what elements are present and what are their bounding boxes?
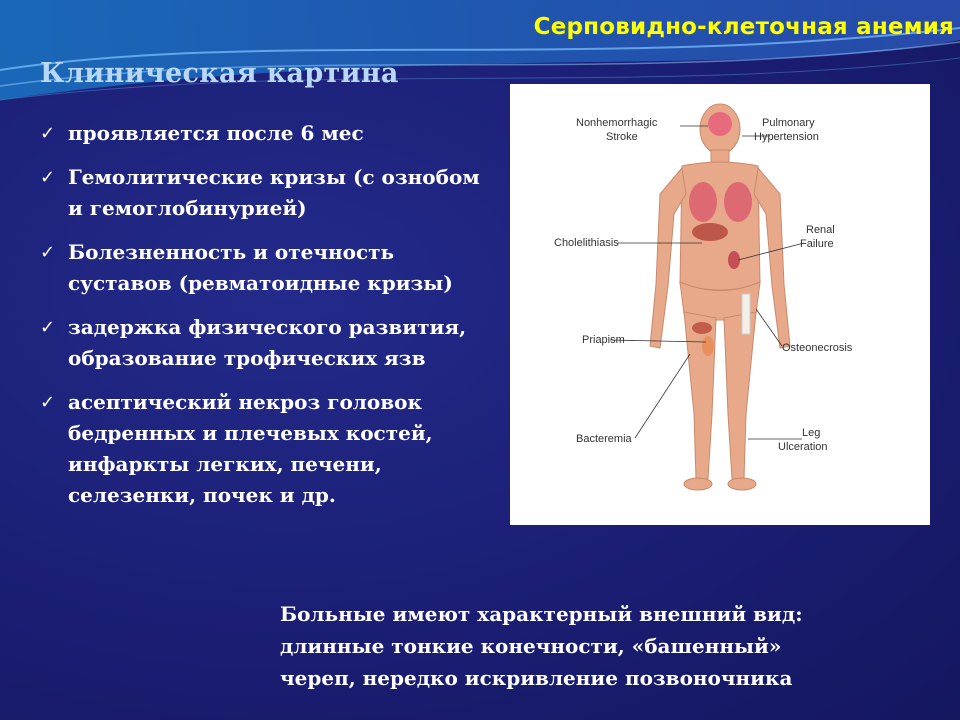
label-pulmonary-line2: Hypertension (754, 131, 819, 143)
body-diagram-image (510, 84, 930, 525)
checkmark-icon: ✓ (40, 167, 56, 188)
footer-note (280, 598, 900, 694)
liver-organ (692, 223, 728, 241)
label-priapism: Priapism (582, 334, 625, 346)
priapism-area (702, 336, 714, 356)
bullet-item (40, 118, 500, 149)
label-bacteremia: Bacteremia (576, 433, 632, 445)
slide-title: Клиническая картина (40, 58, 399, 89)
bullet-item (40, 387, 500, 511)
slide-topic: Серповидно-клеточная анемия (533, 14, 954, 40)
pelvis-organ (692, 322, 712, 334)
footer-line: череп, нередко искривление позвоночника (280, 666, 793, 690)
label-stroke-line2: Stroke (606, 131, 638, 143)
checkmark-icon: ✓ (40, 392, 56, 413)
label-osteonecrosis: Osteonecrosis (782, 342, 853, 354)
bullet-item (40, 237, 500, 299)
bullet-item (40, 162, 500, 224)
bullet-list (40, 118, 500, 524)
bullet-text: задержка физического развития, образование трофических язв (68, 315, 467, 370)
femur-bone (742, 294, 750, 334)
label-stroke-line1: Nonhemorrhagic (576, 117, 658, 129)
body-diagram (510, 84, 930, 525)
bullet-text: асептический некроз головок бедренных и плечевых костей, инфаркты легких, печени, селезенки, почек и др. (68, 390, 433, 507)
brain-organ (708, 112, 732, 136)
bullet-text: проявляется после 6 мес (68, 121, 364, 145)
right-lung (724, 182, 752, 222)
checkmark-icon: ✓ (40, 317, 56, 338)
label-renal-line2: Failure (800, 238, 834, 250)
human-figure (650, 104, 790, 490)
label-renal-line1: Renal (806, 224, 835, 236)
bullet-text: Болезненность и отечность суставов (ревматоидные кризы) (68, 240, 453, 295)
label-pulmonary-line1: Pulmonary (762, 117, 815, 129)
footer-line: Больные имеют характерный внешний вид: (280, 602, 803, 626)
bullet-text: Гемолитические кризы (с ознобом и гемоглобинурией) (68, 165, 480, 220)
label-leg-line2: Ulceration (778, 441, 828, 453)
footer-line: длинные тонкие конечности, «башенный» (280, 634, 782, 658)
bullet-item (40, 312, 500, 374)
checkmark-icon: ✓ (40, 242, 56, 263)
checkmark-icon: ✓ (40, 123, 56, 144)
left-lung (689, 182, 717, 222)
label-cholelithiasis: Cholelithiasis (554, 237, 619, 249)
label-leg-line1: Leg (802, 427, 821, 439)
